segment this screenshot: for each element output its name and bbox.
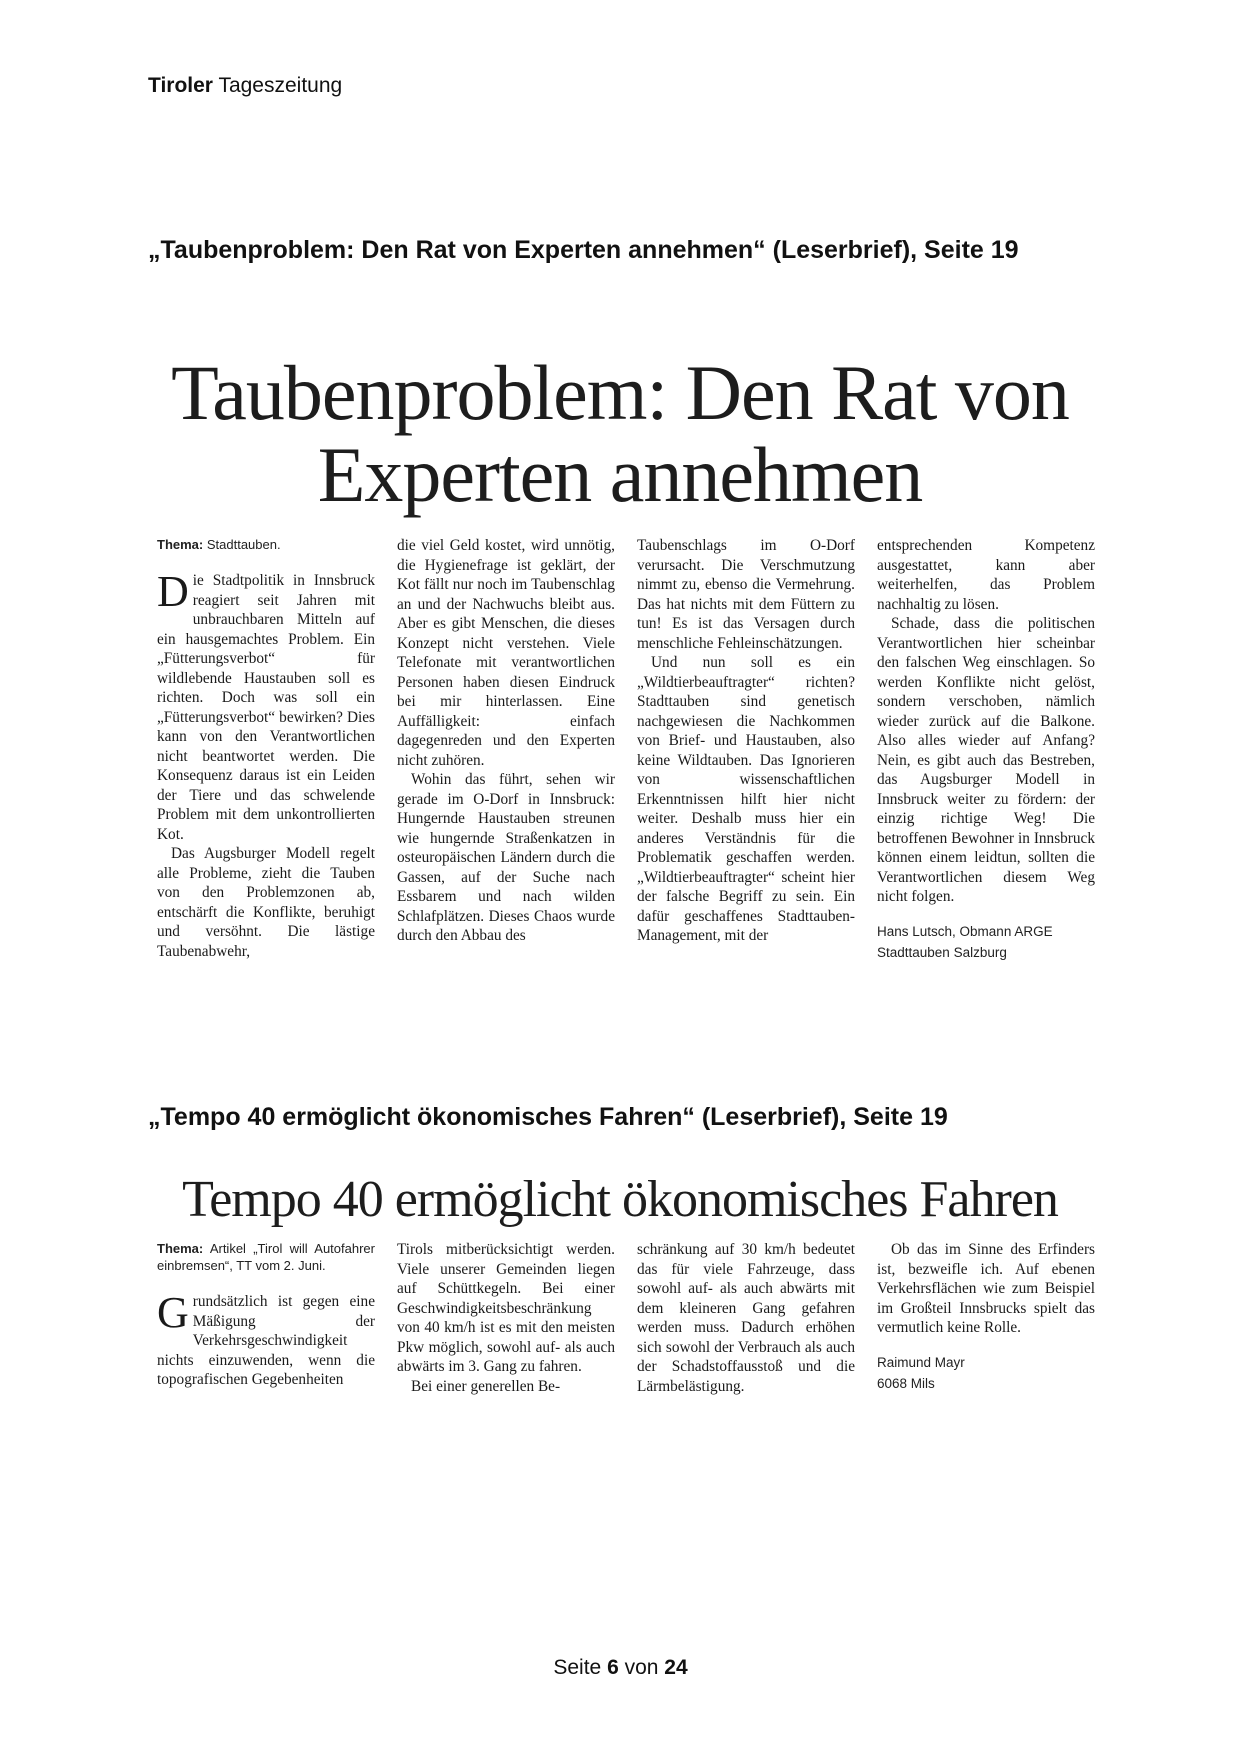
- article2-section-title: „Tempo 40 ermöglicht ökonomisches Fahren“ (Leserbrief), Seite 19: [148, 1103, 948, 1131]
- page-middle: von: [624, 1656, 659, 1679]
- article2-column-3: [637, 1240, 855, 1396]
- article1-thema-label: Thema:: [157, 537, 204, 552]
- paragraph: Schade, dass die politischen Verantwortlichen hier scheinbar den falschen Weg einschlagen. So werden Konflikte nicht gelöst, sondern verschoben, nämlich wieder zurück auf die Balkone. Also alles wieder auf Anfang? Nein, es gibt auch das Bestreben, das Augsburger Modell in Innsbruck weiter zu fördern: der einzig richtige Weg! Die betroffenen Bewohner in Innsbruck können einem leidtun, sollten die Verantwortlichen diesem Weg nicht folgen.: [877, 615, 1095, 905]
- article1-column-1: [157, 536, 375, 963]
- paragraph: entsprechenden Kompetenz ausgestattet, kann aber weiterhelfen, das Problem nachhaltig zu lösen.: [877, 537, 1095, 613]
- article2-column-2: [397, 1240, 615, 1396]
- signature-place: Stadttauben Salzburg: [877, 944, 1007, 960]
- signature-name: Raimund Mayr: [877, 1354, 965, 1370]
- page-current: 6: [607, 1656, 619, 1679]
- article1-headline-line2: Experten annehmen: [317, 431, 923, 518]
- article2-column-4: [877, 1240, 1095, 1396]
- article2-signature: [877, 1352, 1095, 1394]
- article1-column-3: [637, 536, 855, 963]
- brand-rest: Tageszeitung: [218, 74, 343, 97]
- page-total: 24: [664, 1656, 688, 1679]
- article2-thema-label: Thema:: [157, 1241, 204, 1256]
- paragraph: Wohin das führt, sehen wir gerade im O-Dorf in Innsbruck: Hungernde Haustauben streunen wie hungernde Straßenkatzen in osteuropäischen Ländern durch die Gassen, auf der Suche nach Essbarem und nach wilden Schlafplätzen. Dieses Chaos wurde durch den Abbau des: [397, 771, 615, 944]
- article1-headline: [155, 349, 1085, 518]
- paragraph: Das Augsburger Modell regelt alle Probleme, zieht die Tauben von den Problemzonen ab, entschärft die Konflikte, beruhigt und versöhnt. Die lästige Taubenabwehr,: [157, 845, 375, 960]
- article1-section-title: „Taubenproblem: Den Rat von Experten annehmen“ (Leserbrief), Seite 19: [148, 236, 1019, 264]
- article1-column-4: [877, 536, 1095, 963]
- article1-thema-text: Stadttauben.: [206, 537, 281, 552]
- article1-headline-line1: Taubenproblem: Den Rat von: [171, 349, 1069, 436]
- drop-cap: D: [157, 567, 189, 616]
- brand-bold: Tiroler: [148, 74, 213, 97]
- article1-signature: [877, 921, 1095, 963]
- paragraph: die viel Geld kostet, wird unnötig, die Hygienefrage ist geklärt, der Kot fällt nur noch im Taubenschlag an und der Nachwuchs bleibt aus. Aber es gibt Menschen, die dieses Konzept nicht verstehen. Viele Telefonate mit verantwortlichen Personen haben diesen Eindruck bei mir hinterlassen. Eine Auffälligkeit: einfach dagegenreden und den Experten nicht zuhören.: [397, 537, 615, 769]
- article2-body: [157, 1240, 1095, 1396]
- article2-column-1: [157, 1240, 375, 1396]
- article1-thema: [157, 536, 375, 553]
- newspaper-brand: [148, 74, 342, 98]
- paragraph: Ob das im Sinne des Erfinders ist, bezweifle ich. Auf ebenen Verkehrsflächen wie zum Beispiel im Großteil Innsbrucks spielt das vermutlich keine Rolle.: [877, 1241, 1095, 1336]
- paragraph: Die Stadtpolitik in Innsbruck reagiert seit Jahren mit unbrauchbaren Mitteln auf ein hausgemachtes Problem. Ein „Fütterungsverbot“ für wildlebende Haustauben soll es richten. Doch was soll ein „Fütterungsverbot“ bewirken? Dies kann von den Verantwortlichen nicht beantwortet werden. Die Konsequenz daraus ist ein Leiden der Tiere und das schwelende Problem mit dem unkontrollierten Kot.: [157, 567, 375, 843]
- article2-thema-text: Artikel „Tirol will Autofahrer einbremsen“, TT vom 2. Juni.: [157, 1241, 375, 1273]
- signature-place: 6068 Mils: [877, 1375, 935, 1391]
- paragraph: Und nun soll es ein „Wildtierbeauftragter“ richten? Stadttauben sind genetisch nachgewiesen die Nachkommen von Brief- und Haustauben, also keine Wildtauben. Das Ignorieren von wissenschaftlichen Erkenntnissen hilft hier nicht weiter. Deshalb muss hier ein anderes Verständnis für die Problematik geschaffen werden. „Wildtierbeauftragter“ scheint hier der falsche Begriff zu sein. Ein dafür geschaffenes Stadttauben-Management, mit der: [637, 654, 855, 944]
- drop-cap: G: [157, 1288, 189, 1337]
- paragraph: Bei einer generellen Be-: [411, 1377, 561, 1395]
- article1-column-2: [397, 536, 615, 963]
- paragraph: Taubenschlags im O-Dorf verursacht. Die Verschmutzung nimmt zu, ebenso die Vermehrung. Das hat nichts mit dem Füttern zu tun! Es ist das Versagen durch menschliche Fehleinschätzungen.: [637, 537, 855, 652]
- page-number: [0, 1656, 1241, 1680]
- signature-name: Hans Lutsch, Obmann ARGE: [877, 923, 1053, 939]
- page-prefix: Seite: [553, 1656, 602, 1679]
- paragraph: Tirols mitberücksichtigt werden. Viele unserer Gemeinden liegen auf Schüttkegeln. Bei einer Geschwindigkeitsbeschränkung von 40 km/h ist es mit den meisten Pkw möglich, sowohl auf- als auch abwärts im 3. Gang zu fahren.: [397, 1241, 615, 1375]
- article1-body: [157, 536, 1095, 963]
- paragraph: Grundsätzlich ist gegen eine Mäßigung der Verkehrsgeschwindigkeit nichts einzuwenden, wenn die topografischen Gegebenheiten: [157, 1288, 375, 1388]
- article2-headline: Tempo 40 ermöglicht ökonomisches Fahren: [182, 1171, 1058, 1228]
- paragraph: schränkung auf 30 km/h bedeutet das für viele Fahrzeuge, dass sowohl auf- als auch abwärts mit dem kleineren Gang gefahren werden muss. Dadurch erhöhen sich sowohl der Verbrauch als auch der Schadstoffausstoß und die Lärmbelästigung.: [637, 1241, 855, 1395]
- article2-thema: [157, 1240, 375, 1274]
